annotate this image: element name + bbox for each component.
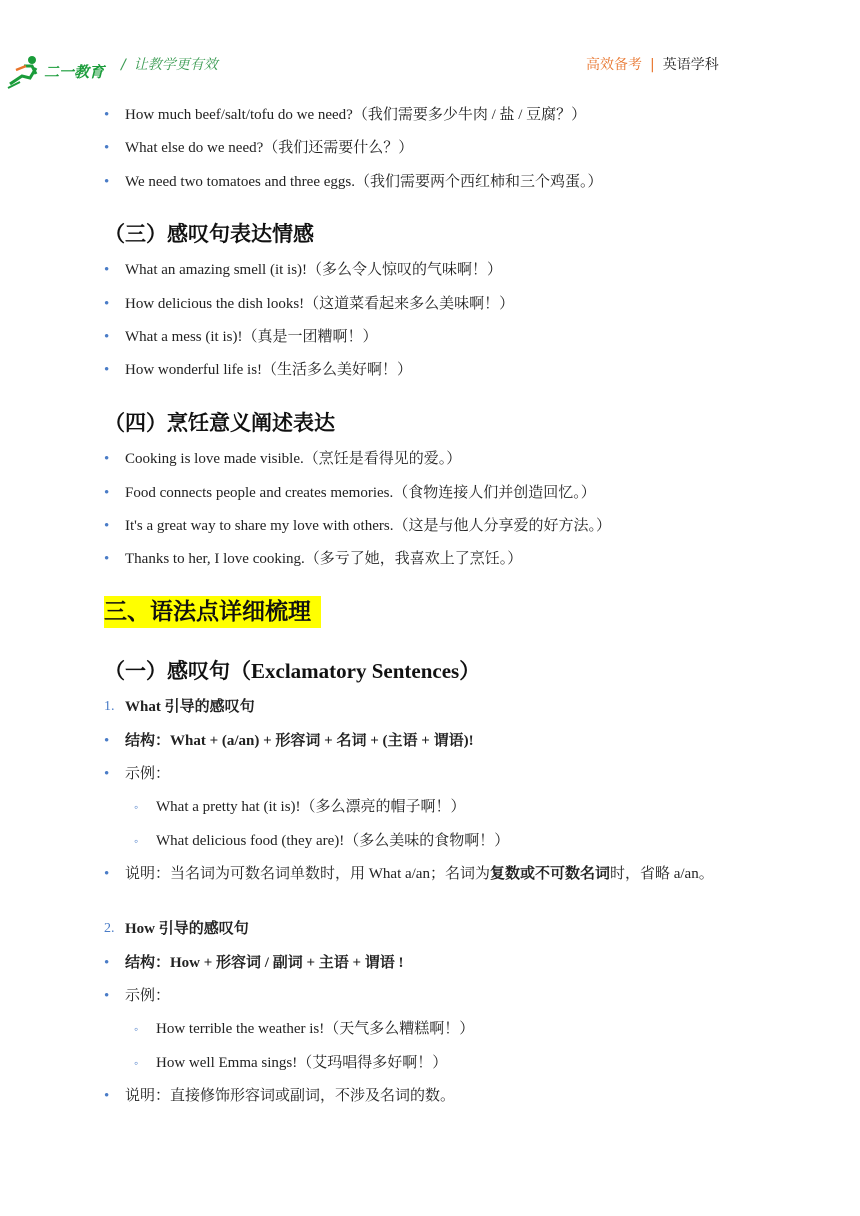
section-heading-four: （四）烹饪意义阐述表达 (104, 411, 335, 435)
header-slogan: / 让教学更有效 (121, 57, 218, 73)
header-separator: | (650, 57, 655, 73)
header-label: 高效备考 (586, 57, 642, 73)
page-header (0, 0, 860, 90)
section-heading-grammar: 三、语法点详细梳理 (104, 596, 321, 628)
logo (6, 54, 116, 90)
header-right (586, 54, 719, 74)
header-subject: 英语学科 (662, 57, 719, 73)
logo-text: 二一教育 (44, 63, 105, 81)
section-heading-three: （三）感叹句表达情感 (104, 222, 314, 246)
runner-logo-icon (6, 54, 46, 90)
section-heading-one: （一）感叹句（Exclamatory Sentences） (104, 659, 481, 683)
